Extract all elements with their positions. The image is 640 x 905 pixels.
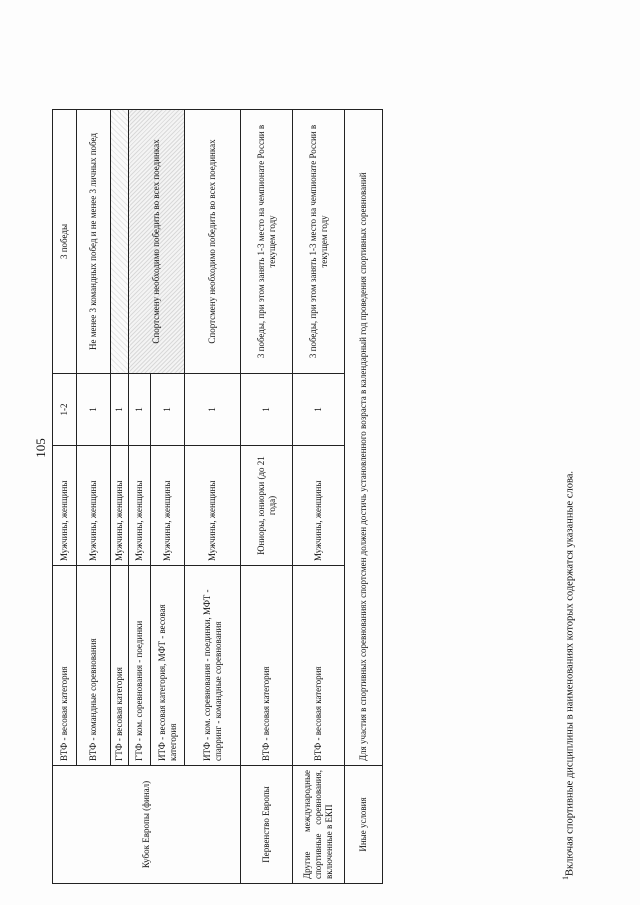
participants-cell: Мужчины, женщины (185, 446, 241, 566)
table-row (241, 110, 293, 884)
place-cell: 1 (77, 374, 111, 446)
participants-cell: Мужчины, женщины (111, 446, 129, 566)
page-number: 105 (33, 438, 48, 458)
place-cell: 1 (293, 374, 345, 446)
requirement-cell: Спортсмену необходимо победить во всех поединках (129, 110, 185, 374)
place-cell: 1 (129, 374, 151, 446)
participants-cell: Мужчины, женщины (53, 446, 77, 566)
discipline-cell: ГТФ - весовая категория (111, 566, 129, 766)
other-conditions-text: Для участия в спортивных соревнованиях спортсмен должен достичь установленного возраста в календарный год проведения спортивных соревнований (345, 110, 383, 766)
participants-cell: Мужчины, женщины (151, 446, 185, 566)
participants-cell: Мужчины, женщины (77, 446, 111, 566)
table-row (293, 110, 345, 884)
qualification-table (52, 110, 382, 884)
event-cell: Другие международные спортивные соревнования, включенные в ЕКП (293, 766, 345, 884)
place-cell: 1-2 (53, 374, 77, 446)
table-row (345, 110, 383, 884)
other-conditions-label: Иные условия (345, 766, 383, 884)
footnote-text: Включая спортивные дисциплины в наименованиях которых содержатся указанные слова. (564, 470, 576, 876)
footnote-marker: 1 (561, 876, 570, 880)
discipline-cell: ИТФ - весовая категория, МФТ - весовая категория (151, 566, 185, 766)
discipline-cell: ГТФ - ком. соревнования - поединки (129, 566, 151, 766)
requirement-cell: Не менее 3 командных побед и не менее 3 личных побед (77, 110, 111, 374)
discipline-cell: ИТФ - ком. соревнования - поединки, МФТ - спарринг - командные соревнования (185, 566, 241, 766)
participants-cell: Мужчины, женщины (293, 446, 345, 566)
participants-cell: Мужчины, женщины (129, 446, 151, 566)
requirement-cell: 3 победы (53, 110, 77, 374)
place-cell: 1 (151, 374, 185, 446)
table-row (53, 110, 77, 884)
place-cell: 1 (241, 374, 293, 446)
requirement-cell: 3 победы, при этом занять 1-3 место на чемпионате России в текущем году (293, 110, 345, 374)
discipline-cell: ВТФ - весовая категория (293, 566, 345, 766)
footnote (556, 320, 576, 880)
requirement-cell (111, 110, 129, 374)
group-event-cell: Кубок Европы (финал) (53, 766, 241, 884)
discipline-cell: ВТФ - весовая категория (53, 566, 77, 766)
place-cell: 1 (185, 374, 241, 446)
discipline-cell: ВТФ - весовая категория (241, 566, 293, 766)
participants-cell: Юниоры, юниорки (до 21 года) (241, 446, 293, 566)
discipline-cell: ВТФ - командные соревнования (77, 566, 111, 766)
place-cell: 1 (111, 374, 129, 446)
requirement-cell: Спортсмену необходимо победить во всех поединках (185, 110, 241, 374)
requirement-cell: 3 победы, при этом занять 1-3 место на чемпионате России в текущем году (241, 110, 293, 374)
event-cell: Первенство Европы (241, 766, 293, 884)
